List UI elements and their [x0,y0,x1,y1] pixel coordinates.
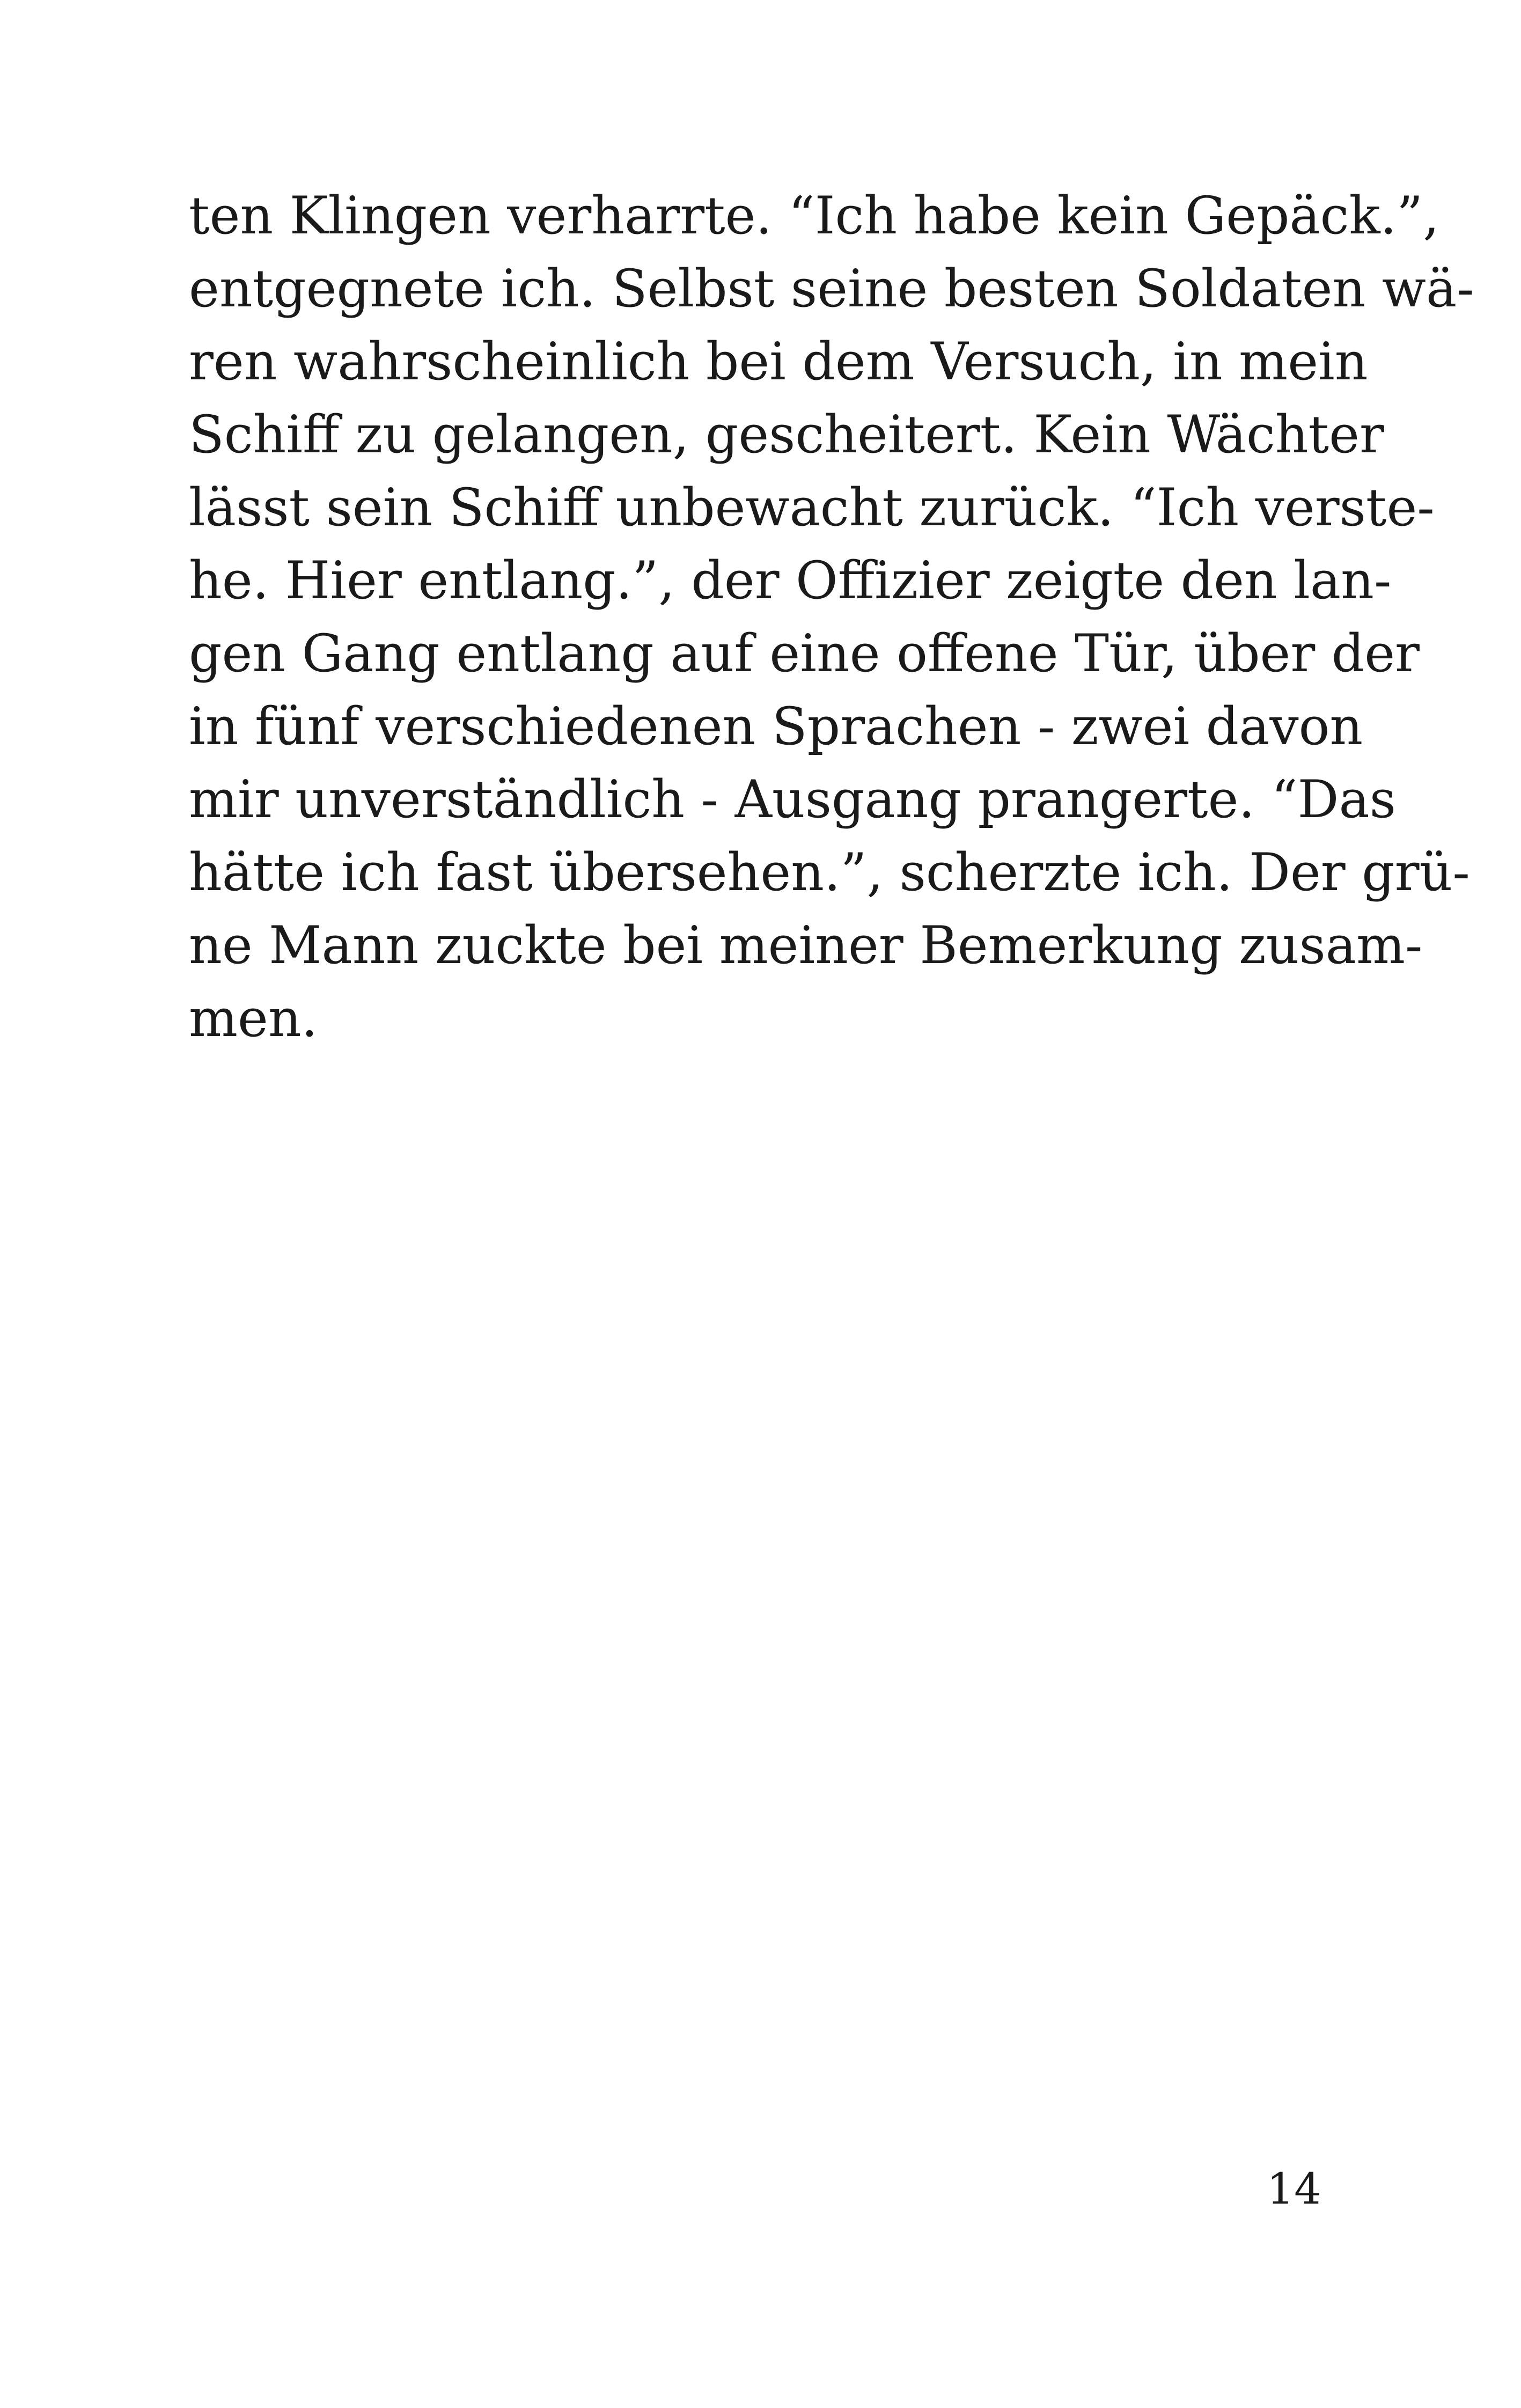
text-line: in fünf verschiedenen Sprachen - zwei davon [189,696,1363,757]
text-line: mir unverständlich - Ausgang prangerte. “Das [189,769,1396,829]
text-line: Schiff zu gelangen, gescheitert. Kein Wächter [189,405,1384,465]
page-number: 14 [1267,2164,1321,2214]
text-line: ten Klingen verharrte. “Ich habe kein Gepäck.”, [189,186,1439,246]
text-line: he. Hier entlang.”, der Offizier zeigte den lan- [189,550,1392,611]
text-line: entgegnete ich. Selbst seine besten Soldaten wä- [189,259,1474,319]
text-line: men. [189,988,318,1048]
text-line: hätte ich fast übersehen.”, scherzte ich. Der grü- [189,842,1470,902]
text-line: ren wahrscheinlich bei dem Versuch, in mein [189,332,1368,392]
text-line: ne Mann zuckte bei meiner Bemerkung zusam- [189,915,1423,975]
text-line: lässt sein Schiff unbewacht zurück. “Ich verste- [189,478,1435,538]
body-text [189,179,1474,1055]
text-line: gen Gang entlang auf eine offene Tür, über der [189,623,1420,684]
